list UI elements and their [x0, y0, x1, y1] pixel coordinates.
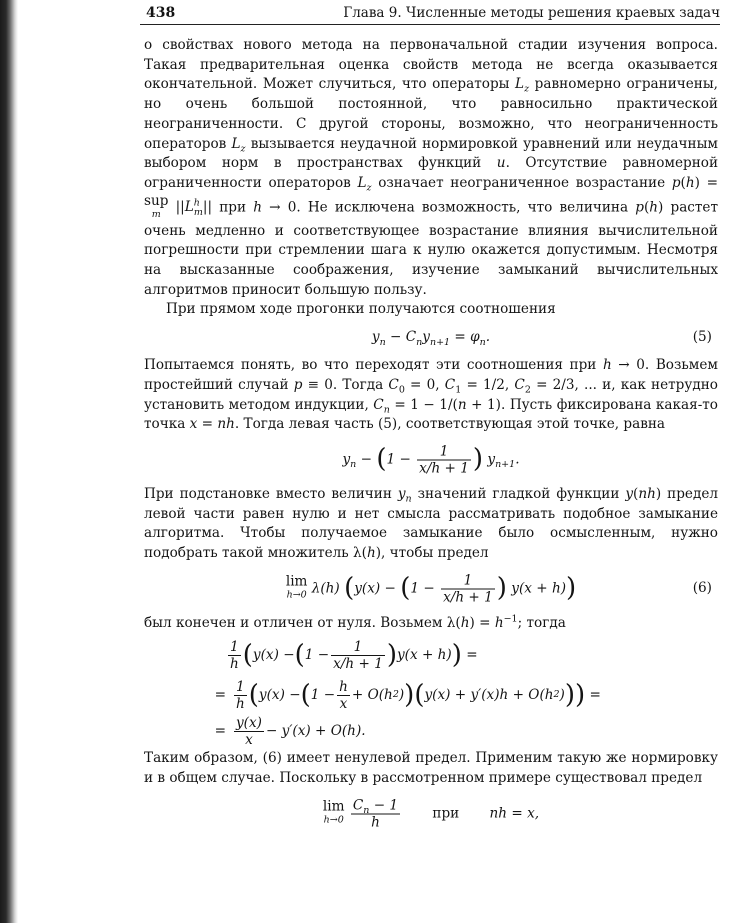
running-header — [140, 4, 720, 25]
paragraph-sweep-intro: При прямом ходе прогонки получаются соотношения — [166, 301, 556, 318]
equation-5 — [144, 322, 718, 354]
derivation-line-1: $\frac{1}{h}$ ( y(x) − ( 1 − $\frac{1}{x/h + 1}$ ) y(x + h) ) = — [230, 638, 478, 672]
chapter-title: Глава 9. Численные методы решения краевых задач — [343, 5, 720, 21]
derivation-line-3: = $\frac{y(x)}{x}$ − y′(x) + O(h). — [214, 714, 366, 748]
paragraph-limit-case: Попытаемся понять, во что переходят эти соотношения при h → 0. Возьмем простейший случай p ≡ 0. Тогда $C_0 = 0$, $C_1 = 1/2$, $C_2 = 2/3$, ... и, как нетрудно установить методом индукции, $C_n = 1 - 1/(n + 1)$. Пусть фиксирована какая-то точка x = nh. Тогда левая часть (5), соответствующая этой точке, равна — [144, 357, 718, 433]
equation-final-limit — [144, 791, 718, 837]
body-text — [144, 36, 718, 839]
paragraph-properties: о свойствах нового метода на первоначальной стадии изучения вопроса. Такая предварительная оценка свойств метода не всегда оказывается окончательной. Может случиться, что операторы $L_z$ равномерно ограничены, но очень большой постоянной, что равносильно практической неограниченности. С другой стороны, возможно, что неограниченность операторов $L_z$ вызывается неудачной нормировкой уравнений или неудачным выбором норм в пространствах функций u. Отсутствие равномерной ограниченности операторов $L_z$ означает неограниченное возрастание p(h) = sup m $||L^h_m||$ при h → 0. Не исключена возможность, что величина p(h) растет очень медленно и соответствующее возрастание влияния вычислительной погрешности при стремлении шага к нулю окажется допустимым. Несмотря на высказанные соображения, изучение замыканий вычислительных алгоритмов приносит большую пользу. — [144, 37, 719, 298]
paragraph-lambda: был конечен и отличен от нуля. Возьмем $\lambda(h) = h^{-1}$; тогда — [144, 613, 566, 631]
paragraph-conclusion: Таким образом, (6) имеет ненулевой предел. Применим такую же нормировку и в общем случае. Поскольку в рассмотренном примере существовал предел — [144, 750, 718, 787]
page-binding-shadow — [0, 0, 18, 923]
book-page — [140, 0, 720, 923]
equation-left-part — [144, 437, 718, 483]
derivation-block — [190, 635, 718, 747]
equation-5-number: (5) — [692, 329, 712, 346]
equation-final-limit-body: lim h→0 $\frac{C_n - 1}{h}$ при nh = x, — [322, 797, 540, 831]
equation-6 — [144, 566, 718, 612]
equation-left-part-body: $y_n - (1$ − $\frac{1}{x/h + 1}$ ) $y_{n+1}$. — [342, 443, 520, 477]
page-number: 438 — [146, 5, 176, 21]
equation-5-body: $y_n - C_ny_{n+1} = \varphi_n$. — [371, 329, 491, 349]
equation-6-number: (6) — [692, 579, 712, 596]
paragraph-substitution: При подстановке вместо величин $y_n$ значений гладкой функции y(nh) предел левой части равен нулю и нет смысла рассматривать подобное замыкание алгоритма. Чтобы получаемое замыкание было осмысленным, нужно подобрать такой множитель λ(h), чтобы предел — [144, 485, 718, 562]
equation-6-body: lim h→0 λ(h) (y(x) − (1 − $\frac{1}{x/h + 1}$ ) y(x + h)) — [285, 572, 577, 606]
derivation-line-2: = $\frac{1}{h}$ ( y(x) − ( 1 − $\frac{h}{x}$ + O(h 2 ) ) ( y(x) + y′(x)h + O(h 2 ) ) ) = — [214, 678, 601, 712]
